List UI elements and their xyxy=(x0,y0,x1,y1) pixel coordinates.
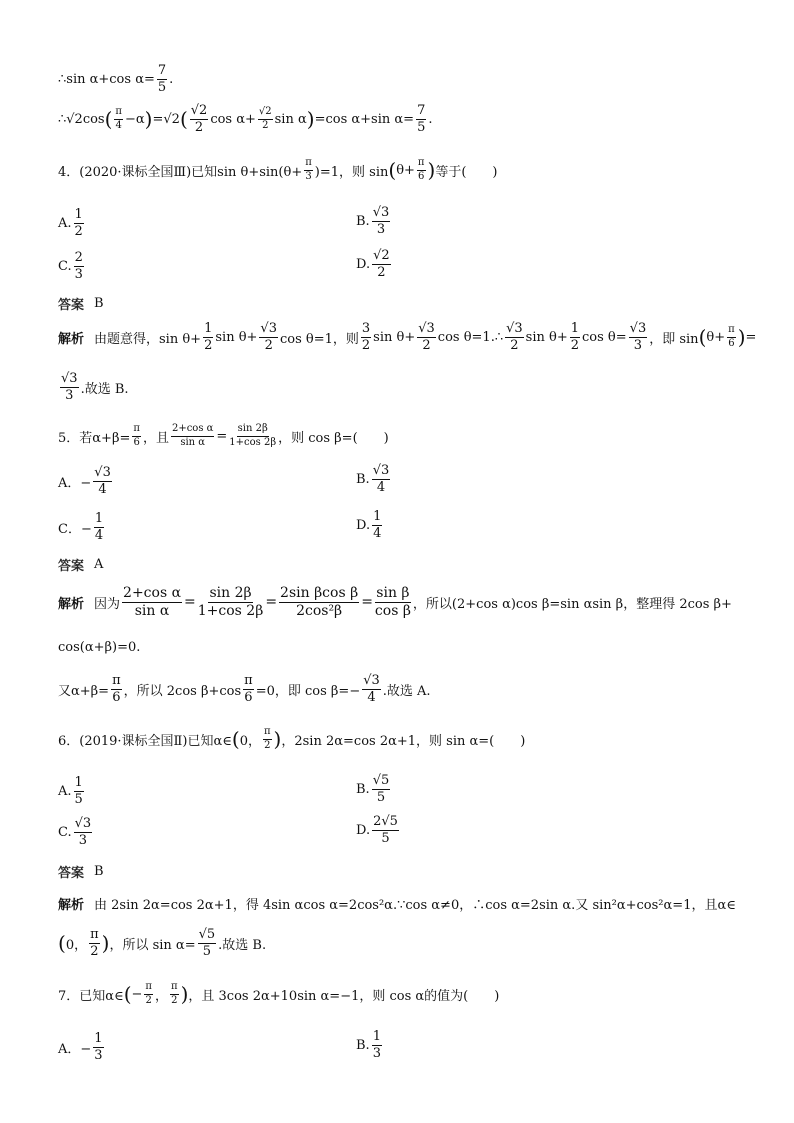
text: . xyxy=(428,111,433,127)
paren: ( xyxy=(698,325,707,350)
text: = xyxy=(216,428,228,444)
text: ，且 xyxy=(142,430,169,446)
den: 2 xyxy=(510,337,519,353)
text: −α xyxy=(125,111,145,127)
q4-solution xyxy=(58,322,756,352)
num: π xyxy=(727,325,736,338)
paren: ) xyxy=(273,727,282,751)
option-label: D. xyxy=(356,256,371,272)
num: 7 xyxy=(417,103,426,118)
den: 3 xyxy=(65,387,74,403)
num: 1 xyxy=(94,1031,103,1046)
fraction xyxy=(259,322,278,352)
fraction xyxy=(157,64,167,94)
text: 7．已知α∈ xyxy=(58,988,124,1004)
num: π xyxy=(417,158,426,171)
text: = xyxy=(745,329,757,345)
num: 2sin βcos β xyxy=(280,585,359,601)
num: √3 xyxy=(61,371,78,386)
den: 3 xyxy=(94,1047,103,1063)
fraction xyxy=(114,107,123,131)
answer-value: A xyxy=(94,557,104,572)
answer-tag: 答案 xyxy=(58,298,85,313)
paren: ) xyxy=(180,982,189,1006)
num: 1 xyxy=(204,321,213,336)
den: 2 xyxy=(145,994,152,1006)
num: π xyxy=(263,727,272,740)
fraction xyxy=(198,928,217,958)
text: θ+ xyxy=(706,329,726,345)
num: sin 2β xyxy=(209,585,252,601)
text: 0， xyxy=(239,733,261,749)
paren: ) xyxy=(144,107,153,132)
answer-tag: 答案 xyxy=(58,559,85,574)
q5-answer xyxy=(58,555,103,574)
num: sin β xyxy=(376,585,410,601)
q5-solution-line-3 xyxy=(58,674,431,704)
paren: ( xyxy=(58,931,66,956)
fraction xyxy=(372,774,391,804)
num: √3 xyxy=(372,205,390,220)
q6-option-a xyxy=(58,776,86,806)
q5-solution xyxy=(58,586,732,618)
fraction xyxy=(60,372,79,402)
solution-line-2 xyxy=(58,104,432,134)
answer-value: B xyxy=(94,864,104,879)
fraction xyxy=(361,322,371,352)
fraction xyxy=(372,206,391,236)
text: 由题意得，sin θ+ xyxy=(94,331,202,347)
text: cos θ=1.∴ xyxy=(437,329,504,345)
paren: ) xyxy=(427,158,436,182)
text: .故选 A. xyxy=(382,683,431,699)
num: π xyxy=(114,107,123,120)
text: ∴√2cos xyxy=(58,111,105,127)
answer-tag: 答案 xyxy=(58,866,85,881)
den: 2 xyxy=(194,119,204,135)
option-label: B. xyxy=(356,1037,370,1053)
fraction xyxy=(372,815,399,845)
q4-stem xyxy=(58,158,497,182)
num: π xyxy=(144,982,153,995)
num: π xyxy=(244,673,253,688)
text: 6．(2019·课标全国Ⅱ)已知α∈ xyxy=(58,733,232,749)
den: 2 xyxy=(204,337,213,353)
den: 4 xyxy=(94,527,104,543)
den: 2 xyxy=(570,337,580,353)
option-label: A．− xyxy=(58,1041,92,1057)
den: 2 xyxy=(262,119,269,131)
fraction xyxy=(144,982,153,1006)
fraction xyxy=(372,249,391,279)
den: 2 xyxy=(90,943,99,959)
den: 2 xyxy=(361,337,371,353)
den: 1+cos 2β xyxy=(197,602,264,619)
q7-option-b xyxy=(356,1030,384,1060)
den: sin α xyxy=(134,602,170,619)
num: √3 xyxy=(74,816,92,831)
solution-tag: 解析 xyxy=(58,898,85,913)
q7-option-a xyxy=(58,1032,106,1062)
den: 5 xyxy=(381,830,390,846)
num: 1 xyxy=(373,509,382,524)
option-label: B. xyxy=(356,213,370,229)
text: .故选 B. xyxy=(80,381,129,397)
num: π xyxy=(112,673,121,688)
fraction xyxy=(727,325,736,349)
text: = xyxy=(361,594,373,611)
fraction xyxy=(170,982,179,1006)
text: . xyxy=(169,71,174,87)
num: √2 xyxy=(258,107,273,120)
num: √3 xyxy=(363,673,380,688)
den: 2 xyxy=(264,337,273,353)
fraction xyxy=(93,1032,103,1062)
fraction xyxy=(375,586,411,618)
num: √5 xyxy=(198,927,216,942)
text: sin θ+ xyxy=(373,329,416,345)
fraction xyxy=(122,586,182,618)
fraction xyxy=(89,928,100,958)
option-label: A．− xyxy=(58,475,92,491)
text: =√2 xyxy=(152,111,180,127)
q6-solution-line-2 xyxy=(58,928,266,958)
fraction xyxy=(416,104,426,134)
q6-option-c xyxy=(58,817,94,847)
num: 1 xyxy=(372,1029,381,1044)
fraction xyxy=(372,464,391,494)
num: √2 xyxy=(190,103,208,118)
fraction xyxy=(74,251,84,281)
q5-option-d xyxy=(356,510,384,540)
fraction xyxy=(132,424,141,448)
option-label: B. xyxy=(356,471,370,487)
num: 1 xyxy=(570,321,580,336)
text: ， xyxy=(154,988,168,1004)
q5-option-c xyxy=(58,512,106,542)
option-label: D. xyxy=(356,822,371,838)
fraction xyxy=(94,512,104,542)
text: ，所以(2+cos α)cos β=sin αsin β，整理得 2cos β+ xyxy=(412,596,732,612)
num: π xyxy=(132,424,141,437)
text: ，所以 2cos β+cos xyxy=(123,683,242,699)
text: 因为 xyxy=(94,596,121,612)
den: 4 xyxy=(115,119,122,131)
paren: ) xyxy=(737,325,746,350)
text: 又α+β= xyxy=(58,683,110,699)
paren: ( xyxy=(104,107,113,132)
paren: ) xyxy=(101,931,110,956)
fraction xyxy=(111,674,122,704)
q5-option-a xyxy=(58,466,114,496)
answer-value: B xyxy=(94,296,104,311)
num: √3 xyxy=(94,465,111,480)
num: √2 xyxy=(373,248,390,263)
fraction xyxy=(629,322,648,352)
q6-answer xyxy=(58,862,104,881)
option-label: C．− xyxy=(58,521,92,537)
fraction xyxy=(505,322,524,352)
text: ，2sin 2α=cos 2α+1，则 sin α=( ) xyxy=(281,733,526,749)
den: 2 xyxy=(171,994,178,1006)
fraction xyxy=(362,674,381,704)
option-label: B. xyxy=(356,781,370,797)
text: 4．(2020·课标全国Ⅲ)已知sin θ+sin(θ+ xyxy=(58,164,303,180)
q4-option-b xyxy=(356,206,392,236)
text: − xyxy=(131,986,143,1002)
num: √3 xyxy=(506,321,523,336)
option-label: C. xyxy=(58,824,72,840)
num: √3 xyxy=(418,321,435,336)
option-label: A. xyxy=(58,783,72,799)
den: 3 xyxy=(633,337,643,353)
den: 5 xyxy=(376,789,386,805)
den: cos β xyxy=(374,602,411,619)
fraction xyxy=(304,158,313,182)
den: 3 xyxy=(78,832,88,848)
num: √3 xyxy=(372,463,390,478)
num: 7 xyxy=(157,63,167,78)
num: 2+cos α xyxy=(171,424,214,437)
text: = xyxy=(184,594,196,611)
den: 4 xyxy=(98,481,107,497)
den: 5 xyxy=(417,119,426,135)
num: 2√5 xyxy=(373,814,398,829)
fraction xyxy=(74,208,84,238)
text: =0，即 cos β=− xyxy=(255,683,361,699)
q6-option-b xyxy=(356,774,392,804)
text: =cos α+sin α= xyxy=(314,111,415,127)
q6-solution xyxy=(58,894,736,913)
den: 6 xyxy=(418,170,425,182)
fraction xyxy=(203,322,213,352)
den: 6 xyxy=(133,436,140,448)
paren: ( xyxy=(231,727,240,751)
text: )=1，则 sin xyxy=(314,164,389,180)
den: 2cos²β xyxy=(296,602,343,619)
den: sin α xyxy=(180,436,206,448)
q5-solution-line-2 xyxy=(58,640,140,655)
den: 6 xyxy=(244,689,253,705)
solution-tag: 解析 xyxy=(58,596,85,612)
text: cos α+ xyxy=(210,111,256,127)
num: √5 xyxy=(372,773,390,788)
fraction xyxy=(417,158,426,182)
text: sin θ+ xyxy=(525,329,568,345)
fraction xyxy=(171,424,214,448)
text: 5．若α+β= xyxy=(58,430,131,446)
fraction xyxy=(243,674,254,704)
text: cos(α+β)=0. xyxy=(58,640,141,655)
paren: ( xyxy=(388,158,397,182)
num: sin 2β xyxy=(237,424,269,437)
paren: ) xyxy=(306,107,315,132)
option-label: D. xyxy=(356,517,371,533)
q4-option-c xyxy=(58,251,86,281)
fraction xyxy=(417,322,436,352)
text: 等于( ) xyxy=(435,164,498,180)
q4-option-d xyxy=(356,249,393,279)
q7-stem xyxy=(58,982,499,1006)
num: π xyxy=(170,982,179,995)
solution-tag: 解析 xyxy=(58,331,85,347)
num: 3 xyxy=(361,321,371,336)
option-label: A. xyxy=(58,215,72,231)
text: sin α xyxy=(274,111,307,127)
den: 1+cos 2β xyxy=(229,436,277,448)
fraction xyxy=(258,107,273,131)
text: cos θ=1，则 xyxy=(279,331,359,347)
paren: ( xyxy=(123,982,132,1006)
solution-line-1 xyxy=(58,64,173,94)
fraction xyxy=(74,776,84,806)
num: √3 xyxy=(260,321,277,336)
den: 4 xyxy=(376,479,386,495)
q5-option-b xyxy=(356,464,392,494)
fraction xyxy=(263,727,272,751)
fraction xyxy=(198,586,264,618)
text: ，即 sin xyxy=(649,331,699,347)
text: ，所以 sin α= xyxy=(109,937,196,953)
num: 1 xyxy=(74,207,83,222)
num: 2+cos α xyxy=(123,585,182,601)
den: 2 xyxy=(74,223,83,239)
text: = xyxy=(265,594,278,611)
text: ，且 3cos 2α+10sin α=−1，则 cos α的值为( ) xyxy=(188,988,500,1004)
num: √3 xyxy=(629,321,647,336)
den: 4 xyxy=(367,689,376,705)
text: 由 2sin 2α=cos 2α+1，得 4sin αcos α=2cos²α.∵cos α≠0，∴cos α=2sin α.又 sin²α+cos²α=1，且α∈ xyxy=(94,898,736,913)
num: 1 xyxy=(74,775,83,790)
fraction xyxy=(279,586,359,618)
den: 6 xyxy=(728,337,735,349)
den: 5 xyxy=(202,943,212,959)
num: π xyxy=(304,158,313,171)
den: 6 xyxy=(112,689,121,705)
text: ，则 cos β=( ) xyxy=(278,430,389,446)
fraction xyxy=(190,104,209,134)
num: 1 xyxy=(94,511,104,526)
text: ∴sin α+cos α= xyxy=(58,71,155,87)
text: sin θ+ xyxy=(215,329,258,345)
q4-option-a xyxy=(58,208,86,238)
q6-stem xyxy=(58,727,525,751)
den: 2 xyxy=(422,337,431,353)
fraction xyxy=(570,322,580,352)
den: 2 xyxy=(264,739,271,751)
den: 5 xyxy=(157,79,167,95)
fraction xyxy=(74,817,93,847)
den: 5 xyxy=(74,791,83,807)
text: 0， xyxy=(65,937,88,953)
paren: ( xyxy=(179,107,188,132)
fraction xyxy=(372,1030,382,1060)
option-label: C. xyxy=(58,258,72,274)
num: 2 xyxy=(74,250,83,265)
den: 3 xyxy=(372,1045,381,1061)
den: 2 xyxy=(377,264,386,280)
fraction xyxy=(93,466,112,496)
den: 3 xyxy=(74,266,83,282)
text: .故选 B. xyxy=(218,937,267,953)
den: 3 xyxy=(305,170,312,182)
q4-solution-line-2 xyxy=(58,372,129,402)
fraction xyxy=(372,510,382,540)
den: 3 xyxy=(376,221,386,237)
fraction xyxy=(229,424,276,448)
q6-option-d xyxy=(356,815,401,845)
den: 4 xyxy=(373,525,382,541)
text: cos θ= xyxy=(582,329,627,345)
q5-stem xyxy=(58,424,389,448)
num: π xyxy=(90,927,99,942)
text: θ+ xyxy=(396,162,415,178)
q4-answer xyxy=(58,294,104,313)
